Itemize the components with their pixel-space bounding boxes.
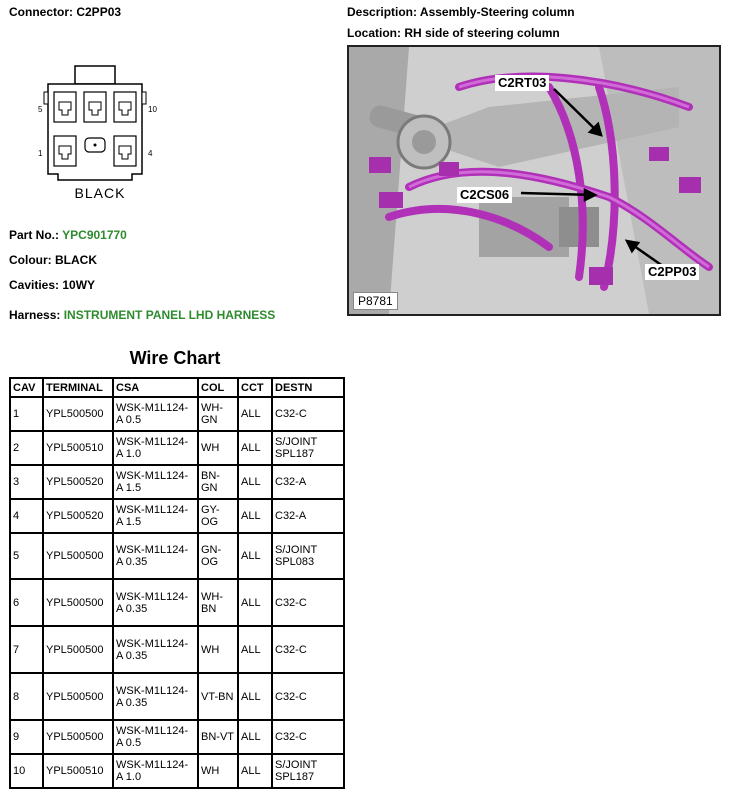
cell-cav: 2 <box>10 431 43 465</box>
cell-col: WH-GN <box>198 397 238 431</box>
cell-csa: WSK-M1L124-A 1.0 <box>113 431 198 465</box>
cell-csa: WSK-M1L124-A 1.5 <box>113 465 198 499</box>
cell-csa: WSK-M1L124-A 0.5 <box>113 397 198 431</box>
cell-csa: WSK-M1L124-A 0.35 <box>113 626 198 673</box>
cell-csa: WSK-M1L124-A 0.5 <box>113 720 198 754</box>
cell-cav: 6 <box>10 579 43 626</box>
table-row <box>10 397 344 431</box>
location-photo <box>347 45 721 316</box>
cell-cct: ALL <box>238 397 272 431</box>
cell-terminal: YPL500510 <box>43 431 113 465</box>
cell-cct: ALL <box>238 626 272 673</box>
colour-value: BLACK <box>55 253 97 267</box>
column-header-destn: DESTN <box>272 378 344 397</box>
table-row <box>10 626 344 673</box>
description-label: Description: <box>347 5 418 19</box>
table-row <box>10 499 344 533</box>
cell-cav: 7 <box>10 626 43 673</box>
harness-label: Harness: <box>9 308 61 322</box>
cell-csa: WSK-M1L124-A 0.35 <box>113 533 198 579</box>
cell-destn: S/JOINT SPL187 <box>272 754 344 788</box>
photo-id-label: P8781 <box>353 292 398 310</box>
cell-csa: WSK-M1L124-A 1.5 <box>113 499 198 533</box>
cell-cav: 8 <box>10 673 43 720</box>
callout-c2cs06: C2CS06 <box>457 187 512 203</box>
connector-line <box>9 5 121 19</box>
part-no-line <box>9 228 127 242</box>
cell-cct: ALL <box>238 720 272 754</box>
connector-face-drawing <box>30 62 170 204</box>
cell-cav: 4 <box>10 499 43 533</box>
table-row <box>10 673 344 720</box>
column-header-csa: CSA <box>113 378 198 397</box>
table-row <box>10 579 344 626</box>
cell-col: BN-VT <box>198 720 238 754</box>
cavities-line <box>9 278 95 292</box>
callout-c2rt03: C2RT03 <box>495 75 549 91</box>
cavities-value: 10WY <box>62 278 96 292</box>
table-header-row <box>10 378 344 397</box>
cell-cct: ALL <box>238 754 272 788</box>
pin-number-1: 1 <box>38 149 43 158</box>
callout-c2pp03: C2PP03 <box>645 264 699 280</box>
cell-terminal: YPL500520 <box>43 499 113 533</box>
cell-destn: S/JOINT SPL187 <box>272 431 344 465</box>
cell-col: WH <box>198 754 238 788</box>
cell-col: BN-GN <box>198 465 238 499</box>
cell-destn: C32-C <box>272 579 344 626</box>
cell-csa: WSK-M1L124-A 0.35 <box>113 579 198 626</box>
part-no-label: Part No.: <box>9 228 60 242</box>
colour-label: Colour: <box>9 253 52 267</box>
cell-destn: C32-A <box>272 499 344 533</box>
part-no-value: YPC901770 <box>62 228 127 242</box>
connector-colour-caption: BLACK <box>74 185 126 201</box>
cell-destn: C32-C <box>272 673 344 720</box>
cell-destn: C32-C <box>272 626 344 673</box>
cell-terminal: YPL500500 <box>43 673 113 720</box>
cell-cct: ALL <box>238 673 272 720</box>
cell-terminal: YPL500500 <box>43 720 113 754</box>
description-line <box>347 5 575 19</box>
cell-terminal: YPL500510 <box>43 754 113 788</box>
cell-terminal: YPL500500 <box>43 397 113 431</box>
pin-number-5: 5 <box>38 105 43 114</box>
harness-line <box>9 308 275 322</box>
cell-cav: 1 <box>10 397 43 431</box>
table-row <box>10 465 344 499</box>
cell-col: WH-BN <box>198 579 238 626</box>
cell-destn: C32-A <box>272 465 344 499</box>
table-row <box>10 431 344 465</box>
connector-face-diagram <box>30 62 170 204</box>
cell-terminal: YPL500500 <box>43 579 113 626</box>
harness-value: INSTRUMENT PANEL LHD HARNESS <box>63 308 276 322</box>
cell-col: VT-BN <box>198 673 238 720</box>
table-row <box>10 533 344 579</box>
table-row <box>10 754 344 788</box>
connector-label: Connector: <box>9 5 73 19</box>
cell-col: WH <box>198 626 238 673</box>
column-header-terminal: TERMINAL <box>43 378 113 397</box>
cell-terminal: YPL500500 <box>43 533 113 579</box>
cell-cav: 3 <box>10 465 43 499</box>
column-header-cav: CAV <box>10 378 43 397</box>
cell-cav: 9 <box>10 720 43 754</box>
cell-destn: C32-C <box>272 720 344 754</box>
location-line <box>347 26 560 40</box>
cell-csa: WSK-M1L124-A 1.0 <box>113 754 198 788</box>
cell-cct: ALL <box>238 431 272 465</box>
pin-number-4: 4 <box>148 149 153 158</box>
cavities-label: Cavities: <box>9 278 60 292</box>
wire-chart-title: Wire Chart <box>129 348 221 368</box>
column-header-col: COL <box>198 378 238 397</box>
cell-cav: 10 <box>10 754 43 788</box>
pin-number-10: 10 <box>148 105 157 114</box>
cell-destn: S/JOINT SPL083 <box>272 533 344 579</box>
connector-value: C2PP03 <box>76 5 122 19</box>
cell-cav: 5 <box>10 533 43 579</box>
column-header-cct: CCT <box>238 378 272 397</box>
cell-col: GY-OG <box>198 499 238 533</box>
cell-cct: ALL <box>238 579 272 626</box>
cell-cct: ALL <box>238 533 272 579</box>
location-label: Location: <box>347 26 401 40</box>
cell-terminal: YPL500520 <box>43 465 113 499</box>
table-row <box>10 720 344 754</box>
cell-cct: ALL <box>238 499 272 533</box>
cell-col: GN-OG <box>198 533 238 579</box>
cell-destn: C32-C <box>272 397 344 431</box>
description-value: Assembly-Steering column <box>419 5 575 19</box>
cell-cct: ALL <box>238 465 272 499</box>
colour-line <box>9 253 97 267</box>
cell-col: WH <box>198 431 238 465</box>
location-value: RH side of steering column <box>404 26 560 40</box>
wire-chart-table <box>9 377 345 789</box>
cell-csa: WSK-M1L124-A 0.35 <box>113 673 198 720</box>
cell-terminal: YPL500500 <box>43 626 113 673</box>
